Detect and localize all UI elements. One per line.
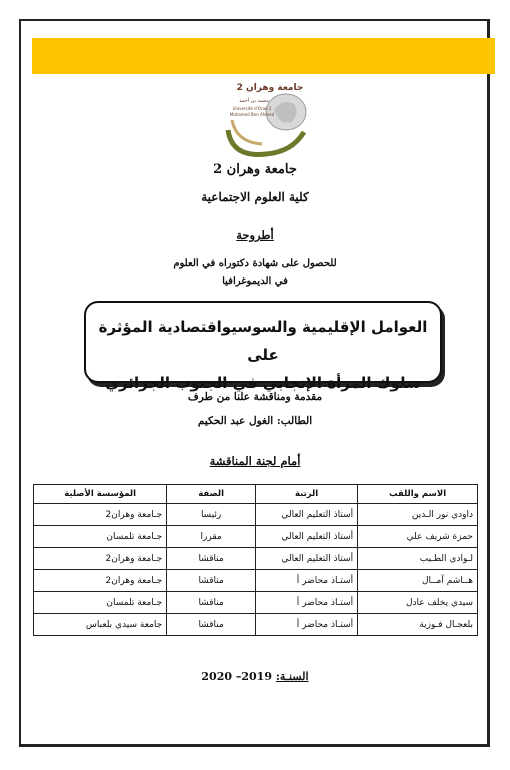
cell-role: رئيسا xyxy=(167,504,256,526)
logo-text-latin2: Mohamed Ben Ahmed xyxy=(229,112,275,117)
cell-name: هــاشم آمــال xyxy=(358,570,478,592)
committee-heading: أمام لجنة المناقشة xyxy=(209,454,301,468)
cell-role: مناقشا xyxy=(167,548,256,570)
cell-institution: جـامعة تلمسان xyxy=(34,526,167,548)
cell-rank: أستاذ التعليم العالي xyxy=(256,526,358,548)
table-row xyxy=(34,526,478,548)
jury-table xyxy=(33,484,478,636)
table-row xyxy=(34,570,478,592)
cell-name: بلعجـال فـوزية xyxy=(358,614,478,636)
cell-rank: أستـاذ محاضر أ xyxy=(256,614,358,636)
faculty-name: كلية العلوم الاجتماعية xyxy=(201,190,309,204)
logo-text-latin1: Université d'Oran 2 xyxy=(232,106,272,111)
university-name: جامعة وهران 2 xyxy=(213,162,297,177)
cell-institution: جـامعة وهران2 xyxy=(34,548,167,570)
cell-institution: جـامعة تلمسان xyxy=(34,592,167,614)
thesis-label: أطروحة xyxy=(236,228,274,242)
table-row xyxy=(34,548,478,570)
thesis-title-line1: العوامل الإقليمية والسوسيواقتصادية المؤثرة على xyxy=(98,318,428,364)
table-row xyxy=(34,592,478,614)
col-name-header: الاسم واللقب xyxy=(358,485,478,504)
logo-text-sub: محمد بن أحمد xyxy=(239,98,269,104)
cell-name: حمزة شريف علي xyxy=(358,526,478,548)
field-line: في الديموغرافيا xyxy=(222,276,288,287)
academic-year xyxy=(0,670,510,683)
thesis-title-box xyxy=(84,301,442,392)
table-header-row xyxy=(34,485,478,504)
thesis-title-line2: سلوك المرأة الإنجابي في الجنوب الجزائري xyxy=(105,374,421,392)
col-rank-header: الرتبة xyxy=(256,485,358,504)
cell-name: سيدي يخلف عادل xyxy=(358,592,478,614)
cell-rank: أستـاذ محاضر أ xyxy=(256,570,358,592)
year-value: 2019– 2020 xyxy=(201,670,272,683)
university-logo xyxy=(222,80,312,160)
cell-rank: أستاذ التعليم العالي xyxy=(256,548,358,570)
cell-role: مناقشا xyxy=(167,614,256,636)
cell-role: مناقشا xyxy=(167,570,256,592)
table-row xyxy=(34,614,478,636)
table-row xyxy=(34,504,478,526)
year-label: السنـة: xyxy=(275,670,309,683)
col-role-header: الصفة xyxy=(167,485,256,504)
cell-role: مقررا xyxy=(167,526,256,548)
cell-role: مناقشا xyxy=(167,592,256,614)
cell-rank: أستـاذ محاضر أ xyxy=(256,592,358,614)
cell-rank: أستاذ التعليم العالي xyxy=(256,504,358,526)
cell-name: لـوادي الطـيب xyxy=(358,548,478,570)
presented-by: مقدمة ومناقشة علنا من طرف xyxy=(187,391,323,403)
header-color-bar xyxy=(32,38,495,74)
student-name: الطالب: الغول عبد الحكيم xyxy=(197,415,313,427)
logo-text-main: جامعة وهران 2 xyxy=(236,83,304,93)
cell-name: داودي نور الـدين xyxy=(358,504,478,526)
cell-institution: جامعة سيدي بلعباس xyxy=(34,614,167,636)
col-institution-header: المؤسسة الأصلية xyxy=(34,485,167,504)
cell-institution: جـامعة وهران2 xyxy=(34,570,167,592)
degree-line: للحصول على شهادة دكتوراه في العلوم xyxy=(173,258,337,269)
cell-institution: جـامعة وهران2 xyxy=(34,504,167,526)
